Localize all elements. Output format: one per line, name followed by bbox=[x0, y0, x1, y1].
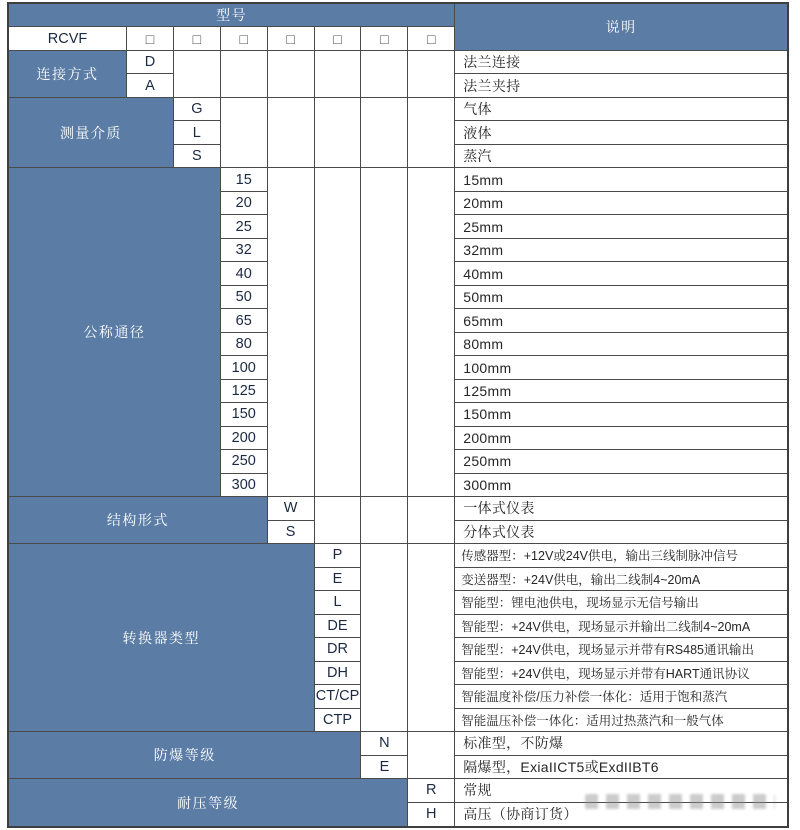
empty-cell bbox=[221, 98, 268, 168]
watermark bbox=[585, 794, 775, 809]
code-cell-100: 100 bbox=[221, 356, 268, 379]
code-cell-dh: DH bbox=[315, 662, 362, 685]
code-cell-32: 32 bbox=[221, 239, 268, 262]
code-cell-e: E bbox=[315, 568, 362, 591]
description-cell: 250mm bbox=[455, 450, 787, 473]
code-cell-s: S bbox=[174, 145, 221, 168]
empty-cell bbox=[315, 497, 362, 544]
code-cell-ct-cp: CT/CP bbox=[315, 685, 362, 708]
description-cell: 200mm bbox=[455, 427, 787, 450]
description-cell: 标准型，不防爆 bbox=[455, 732, 787, 755]
checkbox-placeholder-icon: □ bbox=[315, 27, 362, 50]
code-cell-r: R bbox=[408, 779, 455, 802]
code-cell-300: 300 bbox=[221, 474, 268, 497]
empty-cell bbox=[268, 168, 315, 497]
checkbox-placeholder-icon: □ bbox=[268, 27, 315, 50]
checkbox-placeholder-icon: □ bbox=[408, 27, 455, 50]
code-cell-l: L bbox=[174, 121, 221, 144]
description-cell: 智能型：+24V供电，现场显示并输出二线制4~20mA bbox=[455, 615, 787, 638]
empty-cell bbox=[408, 497, 455, 544]
description-cell: 智能型：+24V供电，现场显示并带有RS485通讯输出 bbox=[455, 638, 787, 661]
checkbox-placeholder-icon: □ bbox=[221, 27, 268, 50]
empty-cell bbox=[361, 497, 408, 544]
description-cell: 25mm bbox=[455, 215, 787, 238]
description-cell: 智能温度补偿/压力补偿一体化：适用于饱和蒸汽 bbox=[455, 685, 787, 708]
description-cell: 80mm bbox=[455, 333, 787, 356]
empty-cell bbox=[408, 98, 455, 168]
code-cell-20: 20 bbox=[221, 192, 268, 215]
model-selection-table bbox=[7, 2, 789, 828]
code-cell-80: 80 bbox=[221, 333, 268, 356]
empty-cell bbox=[268, 51, 315, 98]
description-cell: 智能温压补偿一体化：适用过热蒸汽和一般气体 bbox=[455, 709, 787, 732]
description-header: 说明 bbox=[455, 4, 787, 51]
description-cell: 气体 bbox=[455, 98, 787, 121]
section-label-pressure: 耐压等级 bbox=[9, 779, 408, 826]
empty-cell bbox=[174, 51, 221, 98]
code-cell-ctp: CTP bbox=[315, 709, 362, 732]
description-cell: 蒸汽 bbox=[455, 145, 787, 168]
code-cell-40: 40 bbox=[221, 262, 268, 286]
empty-cell bbox=[361, 544, 408, 732]
empty-cell bbox=[268, 98, 315, 168]
code-cell-p: P bbox=[315, 544, 362, 568]
code-cell-e2: E bbox=[361, 756, 408, 779]
description-cell: 传感器型：+12V或24V供电，输出三线制脉冲信号 bbox=[455, 544, 787, 568]
code-cell-65: 65 bbox=[221, 309, 268, 332]
description-cell: 50mm bbox=[455, 286, 787, 309]
empty-cell bbox=[315, 98, 362, 168]
description-cell: 一体式仪表 bbox=[455, 497, 787, 520]
code-cell-n: N bbox=[361, 732, 408, 755]
description-cell: 15mm bbox=[455, 168, 787, 191]
empty-cell bbox=[221, 51, 268, 98]
code-cell-200: 200 bbox=[221, 427, 268, 450]
description-cell: 法兰连接 bbox=[455, 51, 787, 74]
description-cell: 40mm bbox=[455, 262, 787, 286]
section-label-converter: 转换器类型 bbox=[9, 544, 315, 732]
code-cell-w: W bbox=[268, 497, 315, 520]
code-cell-150: 150 bbox=[221, 403, 268, 426]
description-cell: 分体式仪表 bbox=[455, 521, 787, 544]
description-cell: 隔爆型，ExiaIICT5或ExdIIBT6 bbox=[455, 756, 787, 779]
description-cell: 法兰夹持 bbox=[455, 74, 787, 97]
code-cell-l2: L bbox=[315, 591, 362, 614]
description-cell: 300mm bbox=[455, 474, 787, 497]
code-cell-125: 125 bbox=[221, 380, 268, 403]
empty-cell bbox=[361, 98, 408, 168]
empty-cell bbox=[361, 168, 408, 497]
description-cell: 150mm bbox=[455, 403, 787, 426]
description-cell: 20mm bbox=[455, 192, 787, 215]
code-cell-25: 25 bbox=[221, 215, 268, 238]
description-cell: 100mm bbox=[455, 356, 787, 379]
empty-cell bbox=[408, 168, 455, 497]
checkbox-placeholder-icon: □ bbox=[127, 27, 174, 50]
section-label-explosion-proof: 防爆等级 bbox=[9, 732, 361, 779]
empty-cell bbox=[315, 51, 362, 98]
checkbox-placeholder-icon: □ bbox=[361, 27, 408, 50]
description-cell: 变送器型：+24V供电，输出二线制4~20mA bbox=[455, 568, 787, 591]
description-cell: 液体 bbox=[455, 121, 787, 144]
description-cell: 32mm bbox=[455, 239, 787, 262]
code-cell-50: 50 bbox=[221, 286, 268, 309]
code-cell-h: H bbox=[408, 803, 455, 826]
description-cell: 65mm bbox=[455, 309, 787, 332]
model-header: 型号 bbox=[9, 4, 455, 27]
section-label-medium: 测量介质 bbox=[9, 98, 174, 168]
description-cell: 125mm bbox=[455, 380, 787, 403]
section-label-connection: 连接方式 bbox=[9, 51, 127, 98]
description-cell: 常规 bbox=[455, 779, 787, 802]
code-cell-g: G bbox=[174, 98, 221, 121]
code-cell-250: 250 bbox=[221, 450, 268, 473]
section-label-structure: 结构形式 bbox=[9, 497, 268, 544]
model-prefix: RCVF bbox=[9, 27, 127, 50]
empty-cell bbox=[315, 168, 362, 497]
description-cell: 高压（协商订货） bbox=[455, 803, 787, 826]
code-cell-a: A bbox=[127, 74, 174, 97]
empty-cell bbox=[408, 544, 455, 732]
code-cell-dr: DR bbox=[315, 638, 362, 661]
empty-cell bbox=[408, 51, 455, 98]
code-cell-s2: S bbox=[268, 521, 315, 544]
code-cell-15: 15 bbox=[221, 168, 268, 191]
code-cell-de: DE bbox=[315, 615, 362, 638]
description-cell: 智能型：+24V供电，现场显示并带有HART通讯协议 bbox=[455, 662, 787, 685]
empty-cell bbox=[361, 51, 408, 98]
section-label-diameter: 公称通径 bbox=[9, 168, 221, 497]
code-cell-d: D bbox=[127, 51, 174, 74]
checkbox-placeholder-icon: □ bbox=[174, 27, 221, 50]
empty-cell bbox=[408, 732, 455, 779]
description-cell: 智能型：锂电池供电，现场显示无信号输出 bbox=[455, 591, 787, 614]
